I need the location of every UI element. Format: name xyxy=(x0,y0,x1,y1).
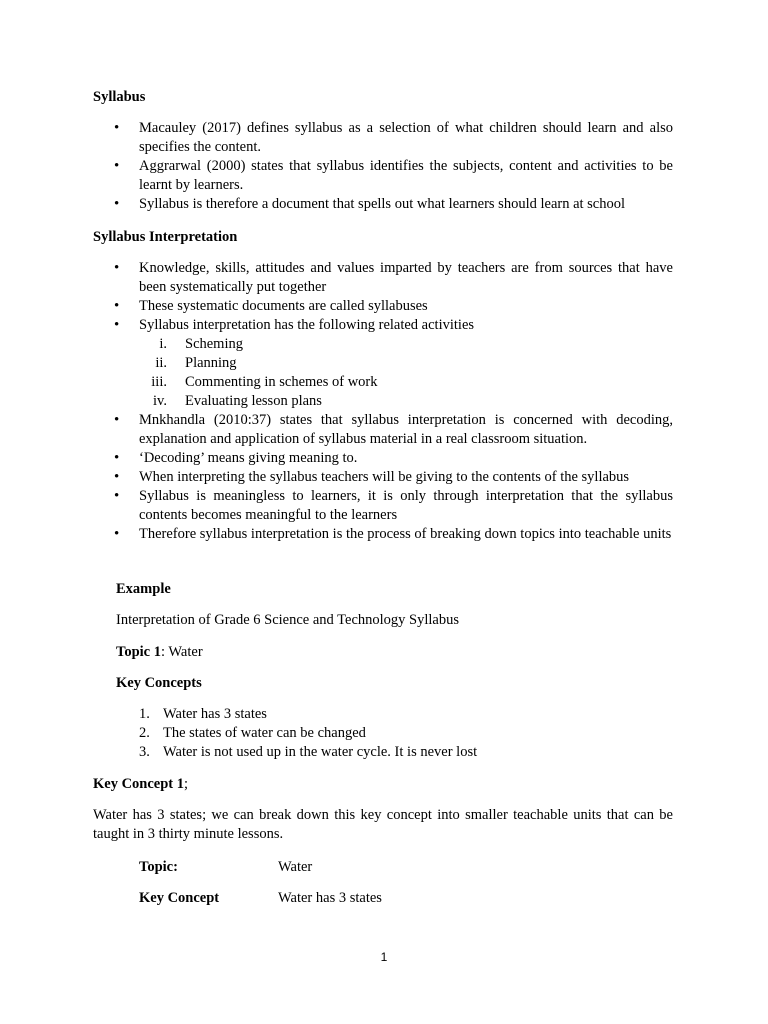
key-concepts-list xyxy=(139,705,477,762)
key-concept-1-heading-line xyxy=(93,775,188,794)
row-label-topic: Topic: xyxy=(139,859,178,875)
bullet-item: • ‘Decoding’ means giving meaning to. xyxy=(93,449,673,468)
activity-number: i. xyxy=(159,336,167,352)
syllabus-bullet-list xyxy=(93,119,673,214)
key-concept-text: Water is not used up in the water cycle. It is never lost xyxy=(163,744,478,760)
key-concept-item xyxy=(139,705,477,724)
activities-list xyxy=(139,335,673,411)
bullet-item: • These systematic documents are called syllabuses xyxy=(93,297,673,316)
activity-text: Scheming xyxy=(185,336,243,352)
activity-text: Evaluating lesson plans xyxy=(185,393,322,409)
key-concepts-heading: Key Concepts xyxy=(116,675,202,691)
topic-label: Topic 1 xyxy=(116,644,161,660)
key-concept-1-heading: Key Concept 1 xyxy=(93,776,185,792)
key-concept-item xyxy=(139,743,477,762)
bullet-item: • Therefore syllabus interpretation is the process of breaking down topics into teachable units xyxy=(93,525,673,544)
syllabus-heading: Syllabus xyxy=(93,89,146,105)
key-concept-number: 3. xyxy=(139,744,150,760)
key-concept-text: The states of water can be changed xyxy=(163,725,366,741)
activity-item xyxy=(139,335,673,354)
activity-number: ii. xyxy=(155,355,167,371)
key-concept-text: Water has 3 states xyxy=(163,706,267,722)
activity-item xyxy=(139,392,673,411)
bullet-item: • Macauley (2017) defines syllabus as a selection of what children should learn and also specifies the content. xyxy=(93,119,673,157)
row-label-key-concept: Key Concept xyxy=(139,890,220,906)
key-concept-number: 2. xyxy=(139,725,150,741)
example-heading: Example xyxy=(116,581,171,597)
activity-item xyxy=(139,373,673,392)
bullet-item xyxy=(93,316,673,411)
bullet-item: • Knowledge, skills, attitudes and values imparted by teachers are from sources that have been systematically put together xyxy=(93,259,673,297)
activity-text: Commenting in schemes of work xyxy=(185,374,378,390)
bullet-text: Syllabus interpretation has the following related activities xyxy=(139,317,475,333)
activity-number: iv. xyxy=(153,393,167,409)
bullet-item: • Syllabus is meaningless to learners, it is only through interpretation that the syllabus contents becomes meaningful to the learners xyxy=(93,487,673,525)
interpretation-bullet-list xyxy=(93,259,673,544)
key-concept-number: 1. xyxy=(139,706,150,722)
activity-item xyxy=(139,354,673,373)
key-concept-1-heading-suffix: ; xyxy=(184,776,189,792)
bullet-item: • Mnkhandla (2010:37) states that syllabus interpretation is concerned with decoding, explanation and application of syllabus material in a real classroom situation. xyxy=(93,411,673,449)
key-concept-1-paragraph: Water has 3 states; we can break down this key concept into smaller teachable units that can be taught in 3 thirty minute lessons. xyxy=(93,807,673,842)
topic-value: : Water xyxy=(161,644,203,660)
bullet-item: • Aggrarwal (2000) states that syllabus identifies the subjects, content and activities to be learnt by learners. xyxy=(93,157,673,195)
bullet-item: • When interpreting the syllabus teachers will be giving to the contents of the syllabus xyxy=(93,468,673,487)
bullet-item: • Syllabus is therefore a document that spells out what learners should learn at school xyxy=(93,195,673,214)
example-subtitle: Interpretation of Grade 6 Science and Technology Syllabus xyxy=(116,612,459,628)
syllabus-interpretation-heading: Syllabus Interpretation xyxy=(93,229,238,245)
topic-line xyxy=(116,643,203,662)
activity-text: Planning xyxy=(185,355,237,371)
activity-number: iii. xyxy=(151,374,167,390)
row-value-key-concept: Water has 3 states xyxy=(278,890,382,906)
page-number: 1 xyxy=(380,950,388,964)
key-concept-item xyxy=(139,724,477,743)
row-value-topic: Water xyxy=(278,859,313,875)
